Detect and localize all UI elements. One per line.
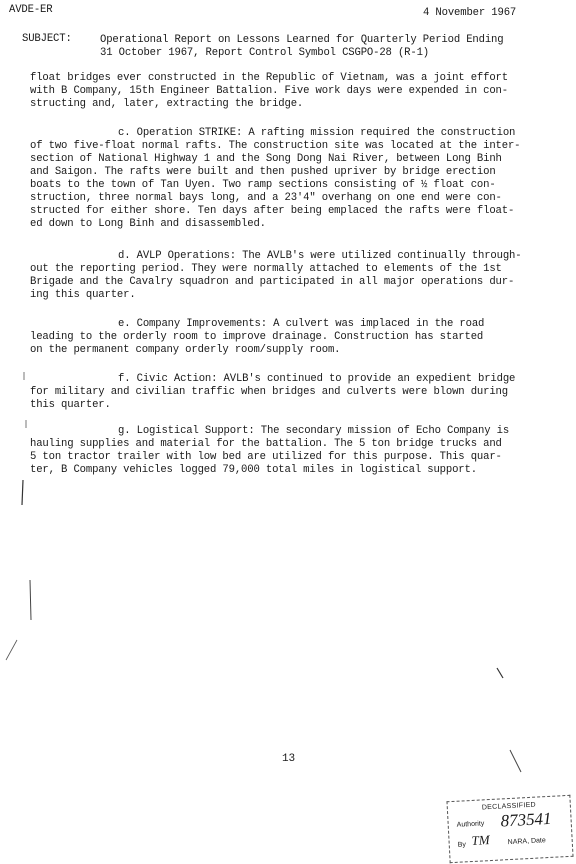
text-line: e. Company Improvements: A culvert was implaced in the road: [118, 318, 485, 330]
text-line: Brigade and the Cavalry squadron and participated in all major operations dur-: [30, 276, 515, 288]
subject-label: SUBJECT:: [22, 33, 72, 45]
text-line: ed down to Long Binh and disassembled.: [30, 218, 266, 230]
text-line: and Saigon. The rafts were built and then pushed upriver by bridge erection: [30, 166, 496, 178]
text-line: boats to the town of Tan Uyen. Two ramp sections consisting of ½ float con-: [30, 179, 496, 191]
text-line: d. AVLP Operations: The AVLB's were utilized continually through-: [118, 250, 522, 262]
document-date: 4 November 1967: [423, 7, 517, 19]
subject-line-1: Operational Report on Lessons Learned for Quarterly Period Ending: [100, 34, 504, 46]
text-line: g. Logistical Support: The secondary mission of Echo Company is: [118, 425, 510, 437]
text-line: leading to the orderly room to improve drainage. Construction has started: [30, 331, 484, 343]
text-line: with B Company, 15th Engineer Battalion. Five work days were expended in con-: [30, 85, 508, 97]
scan-mark: [497, 668, 503, 678]
text-line: this quarter.: [30, 399, 111, 411]
text-line: hauling supplies and material for the battalion. The 5 ton bridge trucks and: [30, 438, 502, 450]
text-line: out the reporting period. They were normally attached to elements of the 1st: [30, 263, 502, 275]
text-line: of two five-float normal rafts. The construction site was located at the inter-: [30, 140, 521, 152]
text-line: 5 ton tractor trailer with low bed are utilized for this purpose. This quar-: [30, 451, 502, 463]
stamp-authority-label: Authority: [456, 820, 485, 829]
declassified-stamp: [446, 795, 573, 863]
scan-mark: [6, 640, 17, 660]
text-line: struction, three normal bays long, and a 23'4" overhang on one end were con-: [30, 192, 502, 204]
text-line: structing and, later, extracting the bridge.: [30, 98, 304, 110]
scan-mark: [22, 480, 23, 505]
stamp-authority-number: 873541: [500, 808, 552, 831]
page-number: 13: [282, 753, 295, 765]
text-line: ter, B Company vehicles logged 79,000 total miles in logistical support.: [30, 464, 477, 476]
text-line: structed for either shore. Ten days after being emplaced the rafts were float-: [30, 205, 515, 217]
text-line: for military and civilian traffic when bridges and culverts were blown during: [30, 386, 508, 398]
text-line: c. Operation STRIKE: A rafting mission required the construction: [118, 127, 516, 139]
text-line: section of National Highway 1 and the Song Dong Nai River, between Long Binh: [30, 153, 502, 165]
text-line: f. Civic Action: AVLB's continued to provide an expedient bridge: [118, 373, 516, 385]
office-symbol: AVDE-ER: [9, 4, 53, 16]
stamp-nara-date-label: NARA, Date: [507, 837, 546, 847]
text-line: on the permanent company orderly room/supply room.: [30, 344, 341, 356]
text-line: ing this quarter.: [30, 289, 136, 301]
scan-mark: [30, 580, 31, 620]
subject-line-2: 31 October 1967, Report Control Symbol CSGPO-28 (R-1): [100, 47, 429, 59]
stamp-by-label: By: [457, 841, 467, 849]
scan-mark: [510, 750, 521, 772]
text-line: float bridges ever constructed in the Republic of Vietnam, was a joint effort: [30, 72, 508, 84]
stamp-title: DECLASSIFIED: [481, 801, 537, 812]
stamp-initials: TM: [471, 832, 490, 849]
